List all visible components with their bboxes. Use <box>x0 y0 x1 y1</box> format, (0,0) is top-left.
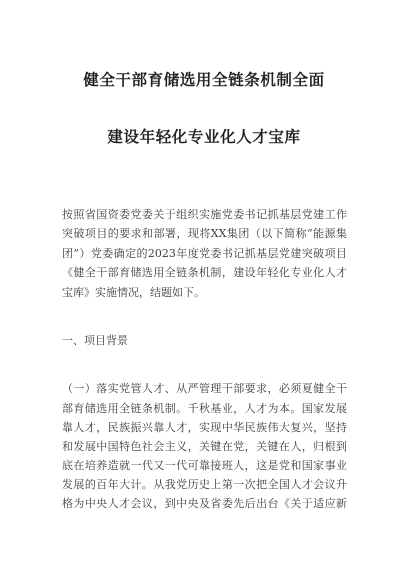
section-paragraph-line: （一）落实党管人才、从严管理干部要求，必须夏健全干 <box>62 382 347 395</box>
intro-paragraph-line: 宝库》实施情况，结题如下。 <box>62 286 205 299</box>
section-paragraph-line: 格为中央人才会议，到中央及省委先后出台《关于适应新 <box>62 497 347 510</box>
section-paragraph-line: 部育储选用全链条机制。千秋基业，人才为本。国家发展 <box>62 402 347 415</box>
intro-paragraph-line: 按照省国资委党委关于组织实施党委书记抓基层党建工作 <box>62 208 347 221</box>
section-paragraph-line: 靠人才，民族振兴靠人才，实现中华民族伟大复兴，坚持 <box>62 421 347 434</box>
intro-paragraph-line: 突破项目的要求和部署，现将XX集团（以下简称“能源集 <box>62 227 347 240</box>
section-paragraph-line: 底在培养造就一代又一代可靠接班人，这是党和国家事业 <box>62 459 347 472</box>
section-paragraph-line: 和发展中国特色社会主义，关键在党，关键在人，归根到 <box>62 440 347 453</box>
section-paragraph-line: 发展的百年大计。从我党历史上第一次把全国人才会议升 <box>62 478 347 491</box>
section-heading: 一、项目背景 <box>62 334 128 347</box>
intro-paragraph-line: 《健全干部育储选用全链条机制，建设年轻化专业化人才 <box>62 266 347 279</box>
intro-paragraph-line: 团”）党委确定的2023年度党委书记抓基层党建突破项目 <box>62 247 347 260</box>
document-title-line-1: 健全干部育储选用全链条机制全面 <box>83 71 325 89</box>
document-title-line-2: 建设年轻化专业化人才宝库 <box>107 128 301 146</box>
